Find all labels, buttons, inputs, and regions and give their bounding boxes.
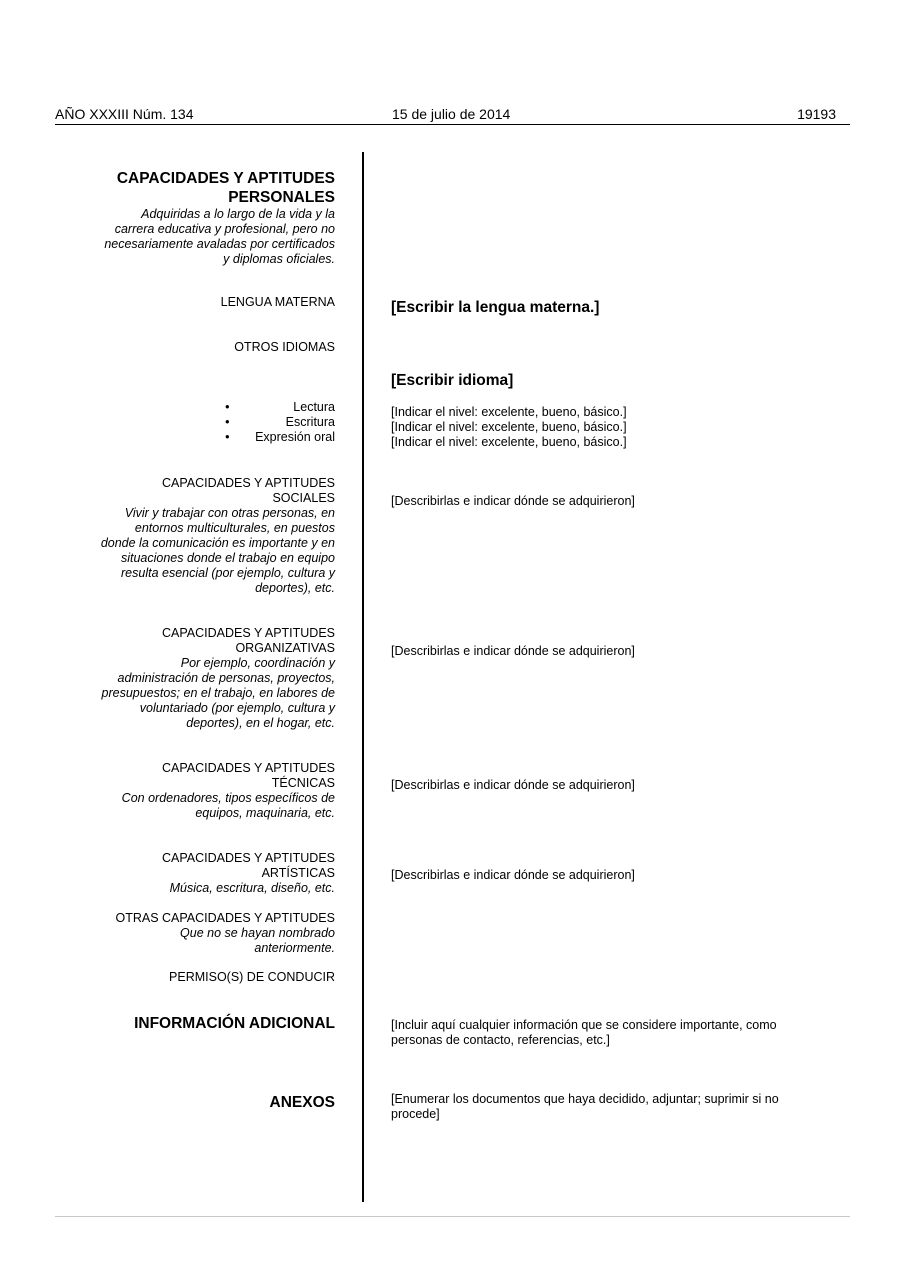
organizational-skills-desc-line: Por ejemplo, coordinación y bbox=[180, 656, 335, 670]
annexes-title: ANEXOS bbox=[269, 1094, 335, 1111]
level-speaking: [Indicar el nivel: excelente, bueno, básico.] bbox=[391, 435, 627, 449]
skill-writing: • Escritura bbox=[255, 415, 335, 430]
additional-info-line: [Incluir aquí cualquier información que se considere importante, como bbox=[391, 1018, 777, 1032]
artistic-skills-desc-line: Música, escritura, diseño, etc. bbox=[169, 881, 335, 895]
social-skills-desc-line: entornos multiculturales, en puestos bbox=[134, 521, 335, 535]
personal-skills-desc-line: y diplomas oficiales. bbox=[223, 252, 335, 266]
publication-date: 15 de julio de 2014 bbox=[392, 106, 511, 122]
organizational-skills-desc-line: presupuestos; en el trabajo, en labores de bbox=[101, 686, 335, 700]
personal-skills-title-line1: CAPACIDADES Y APTITUDES bbox=[116, 170, 335, 187]
personal-skills-desc-line: necesariamente avaladas por certificados bbox=[104, 237, 335, 251]
social-skills-desc-line: Vivir y trabajar con otras personas, en bbox=[124, 506, 335, 520]
annexes-value bbox=[391, 1092, 779, 1122]
technical-skills-desc-line: equipos, maquinaria, etc. bbox=[195, 806, 335, 820]
personal-skills-desc-line: Adquiridas a lo largo de la vida y la bbox=[141, 207, 335, 221]
technical-skills-value: [Describirlas e indicar dónde se adquirieron] bbox=[391, 778, 635, 792]
other-skills-desc-line: Que no se hayan nombrado bbox=[180, 926, 335, 940]
annexes-line: [Enumerar los documentos que haya decidido, adjuntar; suprimir si no bbox=[391, 1092, 779, 1106]
driving-licence-label: PERMISO(S) DE CONDUCIR bbox=[169, 970, 335, 984]
artistic-skills-title-line2: ARTÍSTICAS bbox=[261, 866, 335, 880]
level-reading: [Indicar el nivel: excelente, bueno, básico.] bbox=[391, 405, 627, 419]
skill-speaking: • Expresión oral bbox=[255, 430, 335, 445]
other-skills-title: OTRAS CAPACIDADES Y APTITUDES bbox=[115, 911, 335, 925]
mother-tongue-value: [Escribir la lengua materna.] bbox=[391, 299, 600, 316]
language-name: [Escribir idioma] bbox=[391, 372, 514, 389]
additional-info-value bbox=[391, 1018, 777, 1048]
social-skills-desc-line: donde la comunicación es importante y en bbox=[100, 536, 335, 550]
artistic-skills-value: [Describirlas e indicar dónde se adquirieron] bbox=[391, 868, 635, 882]
skill-reading: • Lectura bbox=[255, 400, 335, 415]
social-skills-desc-line: resulta esencial (por ejemplo, cultura y bbox=[121, 566, 335, 580]
additional-info-line: personas de contacto, referencias, etc.] bbox=[391, 1033, 610, 1047]
language-levels bbox=[391, 405, 627, 450]
mother-tongue-label: LENGUA MATERNA bbox=[220, 295, 335, 309]
social-skills-section bbox=[75, 476, 335, 596]
other-skills-desc-line: anteriormente. bbox=[254, 941, 335, 955]
organizational-skills-value: [Describirlas e indicar dónde se adquirieron] bbox=[391, 644, 635, 658]
annexes-line: procede] bbox=[391, 1107, 440, 1121]
artistic-skills-title-line1: CAPACIDADES Y APTITUDES bbox=[162, 851, 335, 865]
issue-number: AÑO XXXIII Núm. 134 bbox=[55, 106, 194, 122]
personal-skills-section bbox=[75, 169, 335, 267]
other-skills-section bbox=[75, 911, 335, 956]
social-skills-value: [Describirlas e indicar dónde se adquirieron] bbox=[391, 494, 635, 508]
technical-skills-section bbox=[75, 761, 335, 821]
personal-skills-title-line2: PERSONALES bbox=[228, 189, 335, 206]
social-skills-desc-line: deportes), etc. bbox=[255, 581, 335, 595]
organizational-skills-title-line2: ORGANIZATIVAS bbox=[235, 641, 335, 655]
footer-rule bbox=[55, 1216, 850, 1217]
social-skills-desc-line: situaciones donde el trabajo en equipo bbox=[120, 551, 335, 565]
level-writing: [Indicar el nivel: excelente, bueno, básico.] bbox=[391, 420, 627, 434]
organizational-skills-section bbox=[75, 626, 335, 731]
technical-skills-title-line2: TÉCNICAS bbox=[271, 776, 335, 790]
social-skills-title-line2: SOCIALES bbox=[272, 491, 335, 505]
organizational-skills-desc-line: administración de personas, proyectos, bbox=[117, 671, 335, 685]
social-skills-title-line1: CAPACIDADES Y APTITUDES bbox=[162, 476, 335, 490]
technical-skills-desc-line: Con ordenadores, tipos específicos de bbox=[121, 791, 335, 805]
column-divider bbox=[362, 152, 364, 1202]
additional-info-title: INFORMACIÓN ADICIONAL bbox=[134, 1015, 335, 1032]
organizational-skills-desc-line: voluntariado (por ejemplo, cultura y bbox=[139, 701, 335, 715]
organizational-skills-desc-line: deportes), en el hogar, etc. bbox=[186, 716, 335, 730]
header-rule bbox=[55, 124, 850, 125]
artistic-skills-section bbox=[75, 851, 335, 896]
technical-skills-title-line1: CAPACIDADES Y APTITUDES bbox=[162, 761, 335, 775]
page-number: 19193 bbox=[797, 106, 836, 122]
other-languages-label: OTROS IDIOMAS bbox=[234, 340, 335, 354]
organizational-skills-title-line1: CAPACIDADES Y APTITUDES bbox=[162, 626, 335, 640]
language-skills-list bbox=[255, 400, 335, 445]
personal-skills-desc-line: carrera educativa y profesional, pero no bbox=[114, 222, 335, 236]
